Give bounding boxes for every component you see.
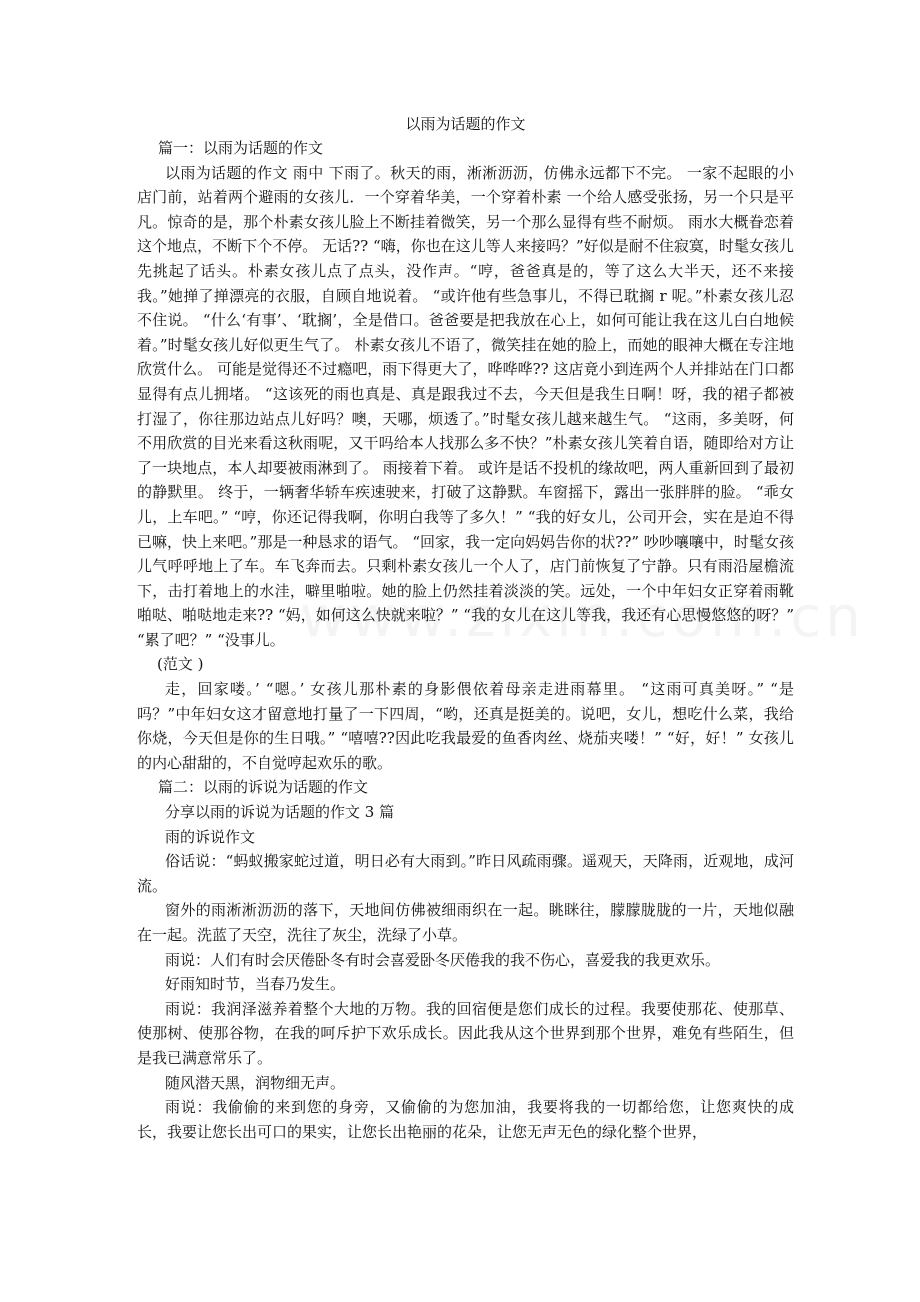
paragraph-3: 俗话说：“蚂蚁搬家蛇过道，明日必有大雨到。”昨日风疏雨骤。遥观天，天降雨，近观地，成河流。: [137, 852, 794, 895]
document-page: [137, 113, 794, 1144]
section-heading-1: 篇一：以雨为话题的作文: [158, 139, 324, 157]
paragraph-2: 走，回家喽。’ “嗯。’ 女孩儿那朴素的身影偎依着母亲走进雨幕里。 “这雨可真美呀。” “是吗？”中年妇女这才留意地打量了一下四周，“哟，还真是挺美的。说吧，女儿，想吃什么菜，我给你烧，今天但是你的生日哦。” “嘻嘻??因此吃我最爱的鱼香肉丝、烧茄夹喽！” “好，好！” 女孩儿的内心甜甜的，不自觉哼起欢乐的歌。: [137, 680, 794, 772]
paragraph-9: 雨说：我偷偷的来到您的身旁，又偷偷的为您加油，我要将我的一切都给您，让您爽快的成长，我要让您长出可口的果实，让您长出艳丽的花朵，让您无声无色的绿化整个世界，: [137, 1098, 794, 1141]
share-line: 分享以雨的诉说为话题的作文 3 篇: [165, 803, 395, 822]
paragraph-6: 好雨知时节，当春乃发生。: [165, 975, 346, 994]
section-heading-2: 篇二：以雨的诉说为话题的作文: [158, 778, 369, 797]
essay-title: 雨的诉说作文: [165, 827, 256, 846]
paragraph-1: 以雨为话题的作文 雨中 下雨了。秋天的雨，淅淅沥沥，仿佛永远都下不完。 一家不起眼的小店门前，站着两个避雨的女孩儿．一个穿着华美，一个穿着朴素 一个给人感受张扬，另一个只是平凡。惊奇的是，那个朴素女孩儿脸上不断挂着微笑，另一个那么显得有些不耐烦。 雨水大概眷恋着这个地点，不断下个不停。 无话?? “嗨，你也在这儿等人来接吗？”好似是耐不住寂寞，时髦女孩儿先挑起了话头。朴素女孩儿点了点头，没作声。“哼，爸爸真是的，等了这么大半天，还不来接我。”她掸了掸漂亮的衣服，自顾自地说着。 “或许他有些急事儿，不得已耽搁 r 呢。”朴素女孩儿忍不住说。 “什么‘有事’、‘耽搁’，全是借口。爸爸要是把我放在心上，如何可能让我在这儿白白地候着。”时髦女孩儿好似更生气了。 朴素女孩儿不语了，微笑挂在她的脸上，而她的眼神大概在专注地欣赏什么。 可能是觉得还不过瘾吧，雨下得更大了，哗哗哗?? 这店竟小到连两个人并排站在门口都显得有点儿拥堵。 “这该死的雨也真是、真是跟我过不去，今天但是我生日啊！呀，我的裙子都被打湿了，你往那边站点儿好吗？噢，天哪，烦透了。”时髦女孩儿越来越生气。 “这雨，多美呀，何不用欣赏的目光来看这秋雨呢，又干吗给本人找那么多不快？”朴素女孩儿笑着自语，随即给对方让了一块地点，本人却要被雨淋到了。 雨接着下着。 或许是话不投机的缘故吧，两人重新回到了最初的静默里。 终于，一辆奢华轿车疾速驶来，打破了这静默。车窗摇下，露出一张胖胖的脸。 “乖女儿，上车吧。” “哼，你还记得我啊，你明白我等了多久！” “我的好女儿，公司开会，实在是迫不得已嘛，快上来吧。”那是一种恳求的语气。 “回家，我一定向妈妈告你的状??” 吵吵嚷嚷中，时髦女孩儿气呼呼地上了车。车飞奔而去。只剩朴素女孩儿一个人了，店门前恢复了宁静。只有雨沿屋檐流下，击打着地上的水洼，噼里啪啦。她的脸上仍然挂着淡淡的笑。远处，一个中年妇女正穿着雨靴啪哒、啪哒地走来?? “妈，如何这么快就来啦？” “我的女儿在这儿等我，我还有心思慢悠悠的呀？” “累了吧？” “没事儿。: [137, 163, 794, 649]
paragraph-7: 雨说：我润泽滋养着整个大地的万物。我的回宿便是您们成长的过程。我要使那花、使那草、使那树、使那谷物，在我的呵斥护下欢乐成长。因此我从这个世界到那个世界，难免有些陌生，但是我已满意常乐了。: [137, 999, 794, 1067]
paragraph-8: 随风潜天黑，润物细无声。: [165, 1073, 346, 1092]
fanwen-label: (范文 ): [157, 655, 204, 674]
paragraph-4: 窗外的雨淅淅沥沥的落下，天地间仿佛被细雨织在一起。眺眯往，朦朦胧胧的一片，天地似融在一起。洗蓝了天空，洗往了灰尘，洗绿了小草。: [137, 901, 794, 944]
document-title: 以雨为话题的作文: [405, 115, 526, 133]
paragraph-5: 雨说：人们有时会厌倦卧冬有时会喜爱卧冬厌倦我的我不伤心，喜爱我的我更欢乐。: [165, 950, 721, 969]
